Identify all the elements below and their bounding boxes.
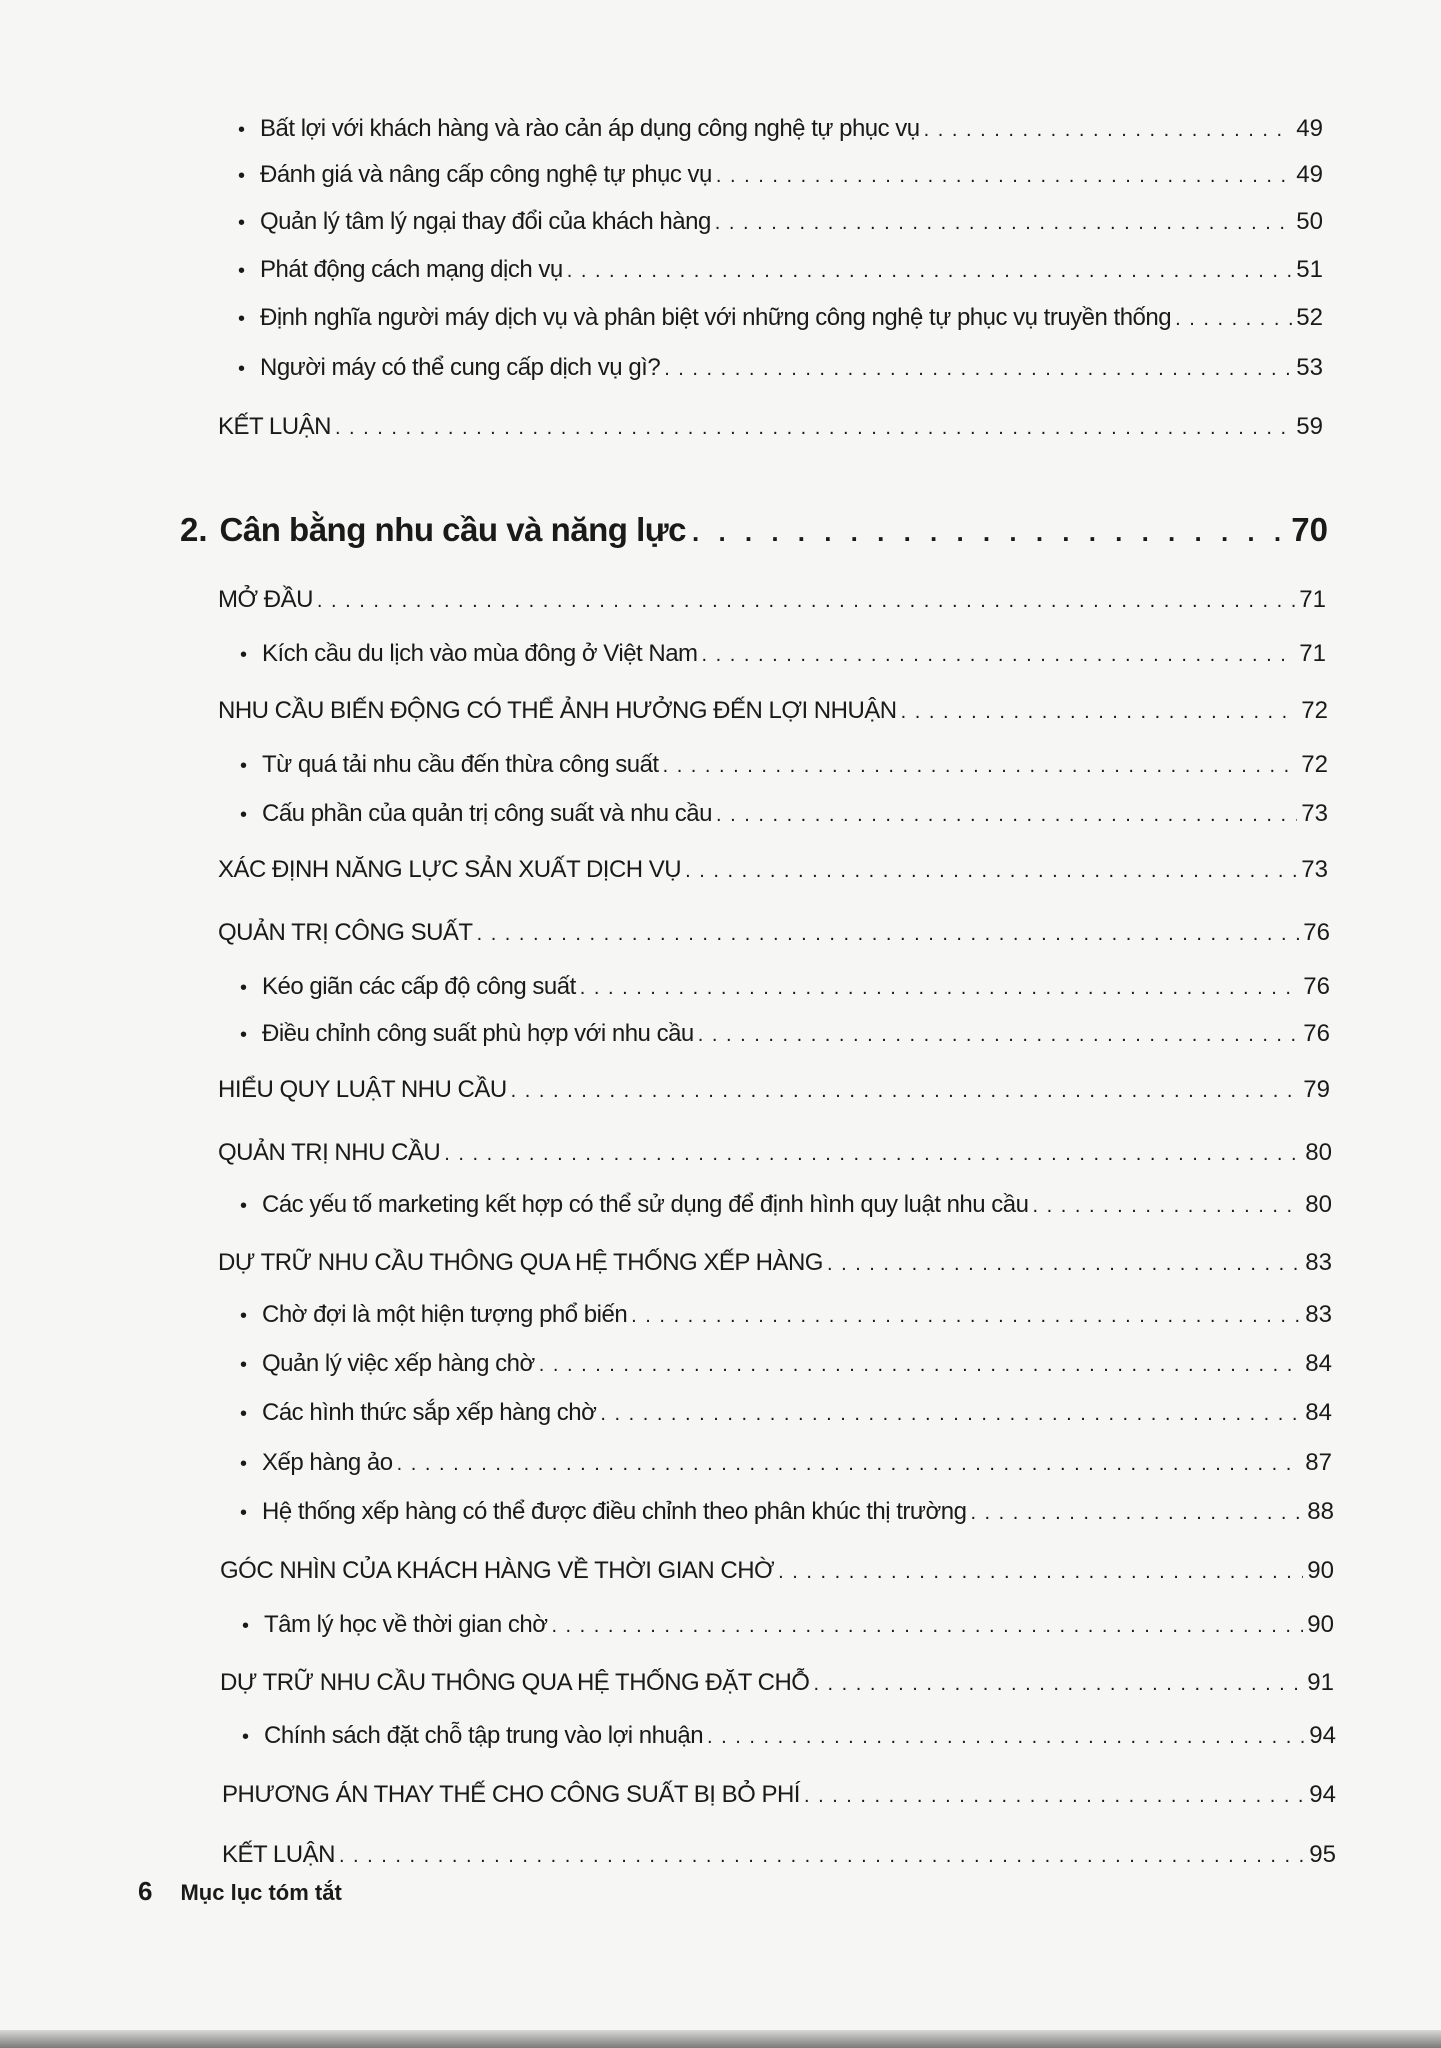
dot-leader	[970, 1495, 1303, 1530]
toc-section-heading	[222, 1778, 1336, 1812]
toc-section-heading	[218, 583, 1326, 617]
toc-section-heading	[218, 916, 1330, 950]
toc-entry	[240, 748, 1328, 782]
dot-leader	[664, 351, 1292, 386]
bullet-icon: •	[240, 977, 248, 999]
toc-entry-page: 53	[1296, 354, 1323, 381]
toc-entry-page: 59	[1296, 413, 1323, 440]
toc-entry-label: Kéo giãn các cấp độ công suất	[262, 973, 576, 1000]
dot-leader	[685, 853, 1297, 888]
toc-entry-label: Quản lý việc xếp hàng chờ	[262, 1350, 535, 1377]
toc-entry-page: 91	[1307, 1669, 1334, 1696]
toc-entry-label: Các yếu tố marketing kết hợp có thể sử dụng để định hình quy luật nhu cầu	[262, 1191, 1029, 1218]
toc-entry-page: 80	[1305, 1139, 1332, 1166]
toc-entry-page: 76	[1303, 973, 1330, 1000]
toc-entry-label: GÓC NHÌN CỦA KHÁCH HÀNG VỀ THỜI GIAN CHỜ	[220, 1557, 775, 1584]
toc-entry-label: Các hình thức sắp xếp hàng chờ	[262, 1399, 597, 1426]
toc-entry-page: 79	[1303, 1076, 1330, 1103]
toc-section-heading	[220, 1554, 1334, 1588]
chapter-title: Cân bằng nhu cầu và năng lực	[219, 511, 686, 548]
toc-section-heading	[218, 410, 1323, 444]
bullet-icon: •	[240, 1502, 248, 1524]
toc-entry-page: 88	[1307, 1498, 1334, 1525]
dot-leader	[551, 1608, 1303, 1643]
toc-entry	[242, 1719, 1336, 1753]
toc-entry-page: 80	[1305, 1191, 1332, 1218]
page-footer	[138, 1876, 342, 1907]
toc-section-heading	[220, 1666, 1334, 1700]
toc-entry-page: 73	[1301, 856, 1328, 883]
toc-entry-page: 84	[1305, 1350, 1332, 1377]
toc-entry-label: QUẢN TRỊ CÔNG SUẤT	[218, 919, 473, 946]
toc-entry	[240, 1495, 1334, 1529]
toc-entry-label: Đánh giá và nâng cấp công nghệ tự phục vụ	[260, 161, 712, 188]
toc-entry-page: 83	[1305, 1301, 1332, 1328]
dot-leader	[827, 1246, 1301, 1281]
bullet-icon: •	[238, 212, 246, 234]
toc-entry-label: Hệ thống xếp hàng có thể được điều chỉnh theo phân khúc thị trường	[262, 1498, 967, 1525]
dot-leader	[1032, 1188, 1301, 1223]
toc-entry-page: 49	[1296, 115, 1323, 142]
toc-entry	[240, 1017, 1330, 1051]
bullet-icon: •	[240, 1305, 248, 1327]
toc-entry-label: Từ quá tải nhu cầu đến thừa công suất	[262, 751, 659, 778]
toc-entry-page: 72	[1301, 697, 1328, 724]
toc-section-heading	[222, 1838, 1336, 1872]
dot-leader	[692, 508, 1285, 554]
bullet-icon: •	[238, 308, 246, 330]
toc-entry	[238, 158, 1323, 192]
page-number: 6	[138, 1876, 153, 1906]
dot-leader	[707, 1719, 1305, 1754]
dot-leader	[716, 797, 1297, 832]
toc-entry-label: Xếp hàng ảo	[262, 1449, 393, 1476]
dot-leader	[317, 583, 1295, 618]
toc-entry	[240, 1188, 1332, 1222]
toc-entry-page: 83	[1305, 1249, 1332, 1276]
dot-leader	[663, 748, 1298, 783]
toc-entry-page: 71	[1299, 640, 1326, 667]
toc-entry-label: QUẢN TRỊ NHU CẦU	[218, 1139, 441, 1166]
dot-leader	[477, 916, 1300, 951]
toc-entry	[240, 1446, 1332, 1480]
bullet-icon: •	[242, 1726, 250, 1748]
dot-leader	[778, 1554, 1303, 1589]
bullet-icon: •	[240, 1403, 248, 1425]
toc-entry-label: Người máy có thể cung cấp dịch vụ gì?	[260, 354, 661, 381]
toc-entry-page: 51	[1296, 256, 1323, 283]
toc-entry-label: Chính sách đặt chỗ tập trung vào lợi nhuận	[264, 1722, 704, 1749]
dot-leader	[1175, 301, 1292, 336]
bullet-icon: •	[238, 260, 246, 282]
toc-section-heading	[218, 1246, 1332, 1280]
bullet-icon: •	[240, 1024, 248, 1046]
dot-leader	[335, 410, 1292, 445]
dot-leader	[567, 253, 1293, 288]
toc-entry	[238, 112, 1323, 146]
dot-leader	[339, 1838, 1305, 1873]
chapter-heading	[180, 508, 1328, 552]
bullet-icon: •	[240, 1195, 248, 1217]
toc-entry	[238, 205, 1323, 239]
toc-entry	[240, 637, 1326, 671]
toc-entry-label: DỰ TRỮ NHU CẦU THÔNG QUA HỆ THỐNG XẾP HÀNG	[218, 1249, 823, 1276]
toc-entry-label: XÁC ĐỊNH NĂNG LỰC SẢN XUẤT DỊCH VỤ	[218, 856, 682, 883]
toc-section-heading	[218, 1136, 1332, 1170]
dot-leader	[813, 1666, 1303, 1701]
toc-entry-label: Chờ đợi là một hiện tượng phổ biến	[262, 1301, 628, 1328]
toc-entry-label: Bất lợi với khách hàng và rào cản áp dụng công nghệ tự phục vụ	[260, 115, 920, 142]
chapter-number: 2.	[180, 511, 208, 548]
dot-leader	[804, 1778, 1305, 1813]
bullet-icon: •	[240, 644, 248, 666]
dot-leader	[924, 112, 1293, 147]
toc-entry	[240, 970, 1330, 1004]
toc-entry-label: Quản lý tâm lý ngại thay đổi của khách hàng	[260, 208, 711, 235]
toc-entry	[240, 1396, 1332, 1430]
dot-leader	[444, 1136, 1301, 1171]
toc-entry-page: 76	[1303, 919, 1330, 946]
toc-entry-label: HIỂU QUY LUẬT NHU CẦU	[218, 1076, 507, 1103]
toc-entry-label: Kích cầu du lịch vào mùa đông ở Việt Nam	[262, 640, 698, 667]
toc-entry	[240, 1347, 1332, 1381]
bullet-icon: •	[240, 1453, 248, 1475]
dot-leader	[600, 1396, 1301, 1431]
bullet-icon: •	[238, 119, 246, 141]
toc-section-heading	[218, 694, 1328, 728]
toc-entry	[240, 797, 1328, 831]
running-title: Mục lục tóm tắt	[180, 1880, 342, 1905]
dot-leader	[397, 1446, 1302, 1481]
dot-leader	[702, 637, 1296, 672]
dot-leader	[901, 694, 1298, 729]
toc-entry-label: Cấu phần của quản trị công suất và nhu cầu	[262, 800, 712, 827]
toc-section-heading	[218, 1073, 1330, 1107]
bullet-icon: •	[240, 755, 248, 777]
dot-leader	[715, 205, 1293, 240]
bullet-icon: •	[240, 804, 248, 826]
toc-entry-label: Điều chỉnh công suất phù hợp với nhu cầu	[262, 1020, 694, 1047]
dot-leader	[580, 970, 1300, 1005]
dot-leader	[631, 1298, 1301, 1333]
toc-entry-label: DỰ TRỮ NHU CẦU THÔNG QUA HỆ THỐNG ĐẶT CHỖ	[220, 1669, 810, 1696]
dot-leader	[698, 1017, 1300, 1052]
dot-leader	[511, 1073, 1300, 1108]
toc-entry-page: 84	[1305, 1399, 1332, 1426]
bullet-icon: •	[238, 358, 246, 380]
toc-entry-label: MỞ ĐẦU	[218, 586, 313, 613]
toc-entry	[240, 1298, 1332, 1332]
toc-entry-page: 52	[1296, 304, 1323, 331]
toc-entry-page: 94	[1309, 1781, 1336, 1808]
bullet-icon: •	[238, 165, 246, 187]
toc-entry-page: 50	[1296, 208, 1323, 235]
toc-entry-page: 49	[1296, 161, 1323, 188]
toc-entry	[238, 253, 1323, 287]
toc-entry-label: Định nghĩa người máy dịch vụ và phân biệt với những công nghệ tự phục vụ truyền thống	[260, 304, 1172, 331]
toc-entry-label: Tâm lý học về thời gian chờ	[264, 1611, 548, 1638]
toc-entry-label: Phát động cách mạng dịch vụ	[260, 256, 563, 283]
page-edge-shadow	[0, 2030, 1441, 2048]
bullet-icon: •	[242, 1615, 250, 1637]
toc-entry	[238, 351, 1323, 385]
toc-entry-page: 76	[1303, 1020, 1330, 1047]
toc-entry-page: 90	[1307, 1557, 1334, 1584]
toc-entry-page: 71	[1299, 586, 1326, 613]
toc-entry-page: 87	[1305, 1449, 1332, 1476]
dot-leader	[716, 158, 1292, 193]
toc-entry	[238, 301, 1323, 335]
toc-entry-page: 90	[1307, 1611, 1334, 1638]
toc-entry-label: KẾT LUẬN	[218, 413, 331, 440]
toc-section-heading	[218, 853, 1328, 887]
toc-entry-page: 95	[1309, 1841, 1336, 1868]
dot-leader	[539, 1347, 1302, 1382]
chapter-page: 70	[1291, 511, 1328, 548]
toc-entry-label: PHƯƠNG ÁN THAY THẾ CHO CÔNG SUẤT BỊ BỎ PHÍ	[222, 1781, 800, 1808]
toc-entry	[242, 1608, 1334, 1642]
toc-entry-page: 73	[1301, 800, 1328, 827]
bullet-icon: •	[240, 1354, 248, 1376]
toc-entry-page: 72	[1301, 751, 1328, 778]
toc-entry-label: NHU CẦU BIẾN ĐỘNG CÓ THỂ ẢNH HƯỞNG ĐẾN LỢI NHUẬN	[218, 697, 897, 724]
toc-entry-label: KẾT LUẬN	[222, 1841, 335, 1868]
toc-entry-page: 94	[1309, 1722, 1336, 1749]
